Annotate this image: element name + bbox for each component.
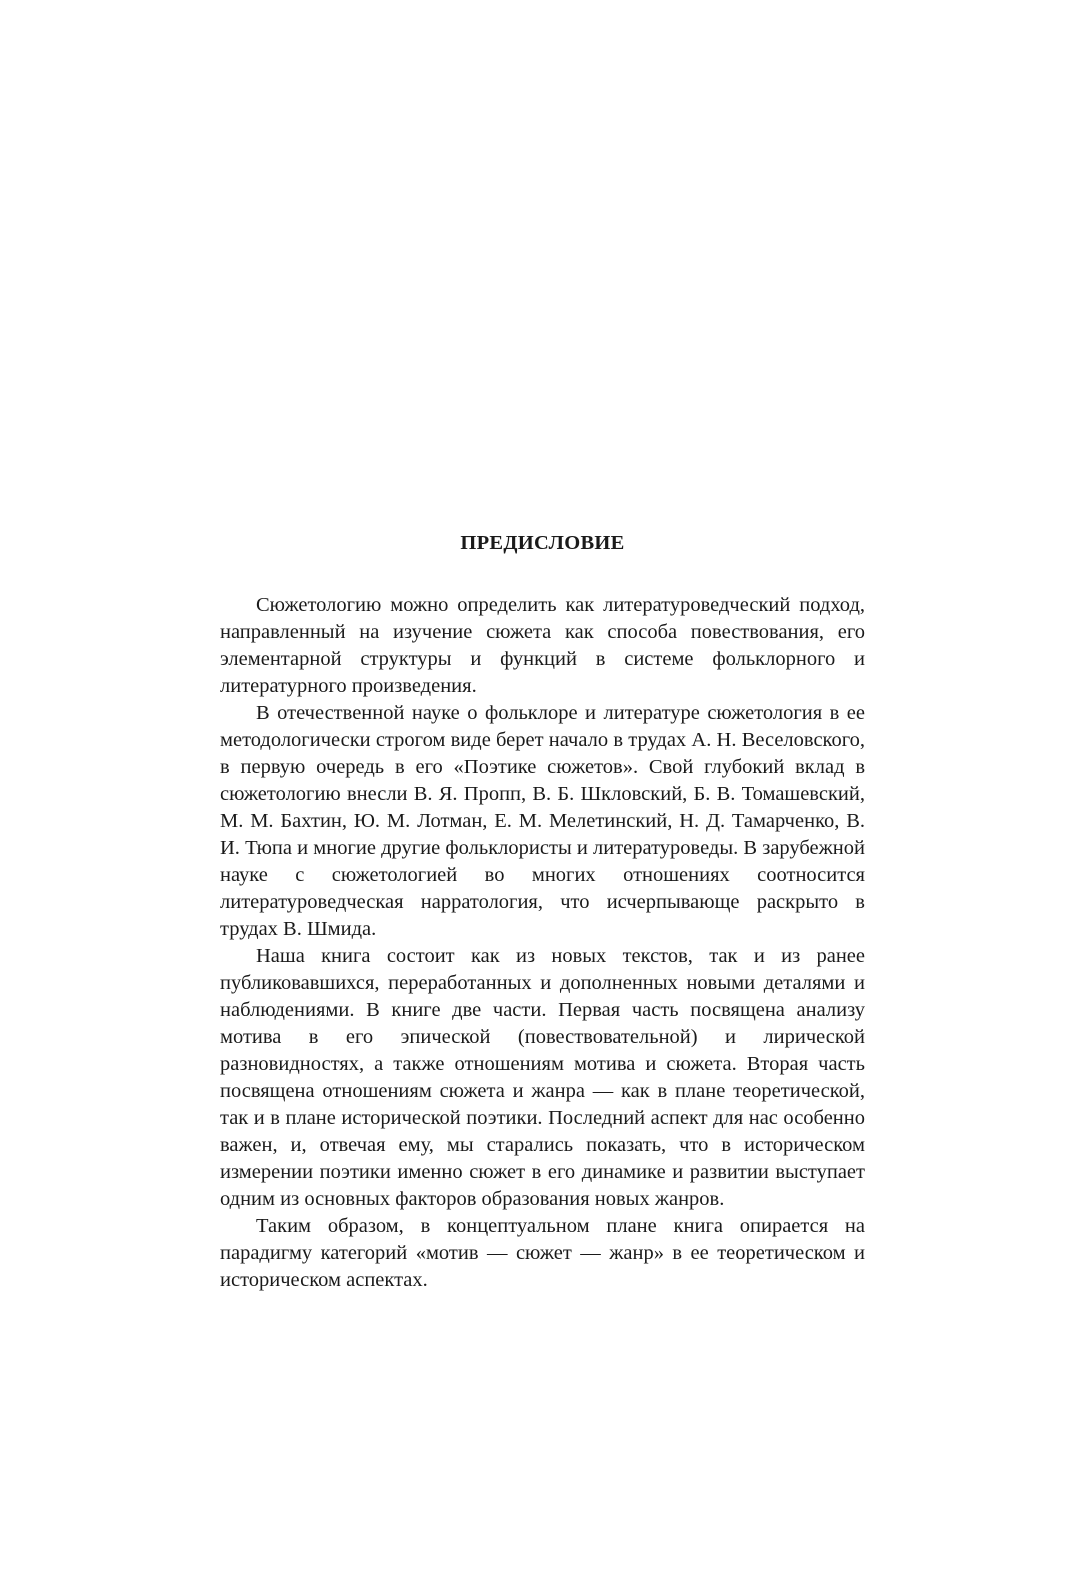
- paragraph-1: Сюжетологию можно определить как литературоведческий подход, направленный на изучение сюжета как способа повествования, его элементарной структуры и функций в системе фольклорного и литературного произведения.: [220, 594, 865, 697]
- paragraph-3: Наша книга состоит как из новых текстов, так и из ранее публиковавшихся, переработанных и дополненных новыми деталями и наблюдениями. В книге две части. Первая часть посвящена анализу мотива в его эпической (повествовательной) и лирической разновидностях, а также отношениям мотива и сюжета. Вторая часть посвящена отношениям сюжета и жанра — как в плане теоретической, так и в плане исторической поэтики. Последний аспект для нас особенно важен, и, отвечая ему, мы старались показать, что в историческом измерении поэтики именно сюжет в его динамике и развитии выступает одним из основных факторов образования новых жанров.: [220, 945, 865, 1210]
- paragraph-2: В отечественной науке о фольклоре и литературе сюжетология в ее методологически строгом виде берет начало в трудах А. Н. Веселовского, в первую очередь в его «Поэтике сюжетов». Свой глубокий вклад в сюжетологию внесли В. Я. Пропп, В. Б. Шкловский, Б. В. Томашевский, М. М. Бахтин, Ю. М. Лотман, Е. М. Мелетинский, Н. Д. Тамарченко, В. И. Тюпа и многие другие фольклористы и литературоведы. В зарубежной науке с сюжетологией во многих отношениях соотносится литературоведческая нарратология, что исчерпывающе раскрыто в трудах В. Шмида.: [220, 702, 865, 940]
- paragraph-4: Таким образом, в концептуальном плане книга опирается на парадигму категорий «мотив — сюжет — жанр» в ее теоретическом и историческом аспектах.: [220, 1215, 865, 1291]
- page-title: ПРЕДИСЛОВИЕ: [460, 532, 625, 554]
- body-text: [220, 592, 865, 1294]
